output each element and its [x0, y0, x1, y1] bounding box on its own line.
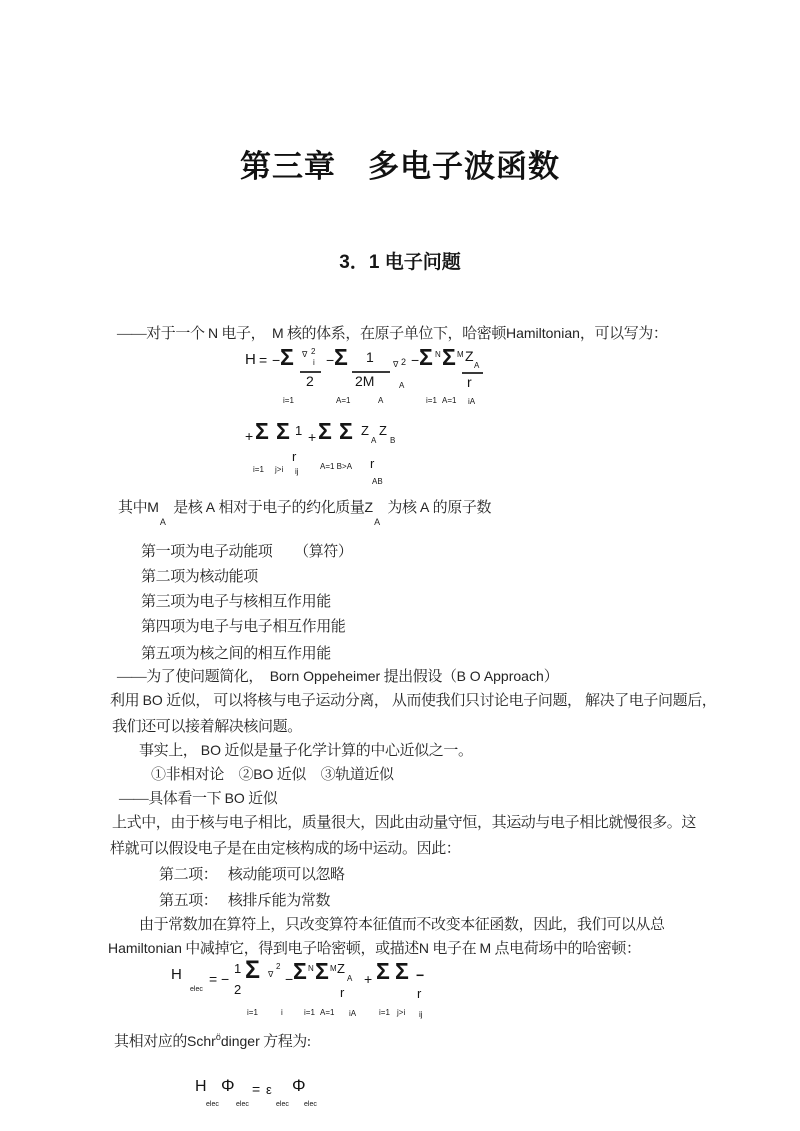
electronic-hamiltonian-token: N	[308, 964, 314, 973]
text-segment: 中减掉它，得到电子哈密顿，或描述	[181, 941, 419, 957]
electronic-hamiltonian-token: iA	[349, 1009, 357, 1018]
text-segment: 第四项为电子与电子相互作用能	[141, 619, 346, 635]
text-segment: 第五项： 核排斥能为常数	[159, 893, 331, 909]
text-segment: N	[418, 940, 430, 956]
schrodinger-equation-token: elec	[304, 1101, 317, 1108]
text-segment: 第五项为核之间的相互作用能	[141, 646, 331, 662]
text-segment: M	[271, 325, 284, 341]
hamiltonian-line1-token: N	[435, 350, 441, 359]
hamiltonian-line1-token: r	[467, 374, 472, 390]
text-segment: A	[374, 517, 381, 527]
text-segment: dinger	[220, 1033, 260, 1049]
text-segment: A	[205, 499, 216, 515]
text-segment: ）	[543, 669, 559, 685]
electronic-hamiltonian-token: +	[364, 971, 373, 987]
electronic-hamiltonian-token: A=1	[320, 1008, 335, 1017]
schrodinger-equation-token: elec	[276, 1101, 289, 1108]
schrodinger-equation-token: =	[252, 1081, 261, 1097]
text-segment: 上式中，由于核与电子相比，质量很大，因此由动量守恒，其运动与电子相比就慢很多。这	[112, 815, 697, 831]
schrodinger-equation-token: elec	[206, 1101, 219, 1108]
electronic-hamiltonian-token: −	[416, 967, 425, 983]
electronic-hamiltonian-token: Σ	[293, 958, 307, 984]
text-segment: Z	[364, 499, 374, 515]
text-segment: 第二项： 核动能项可以忽略	[159, 867, 345, 883]
hamiltonian-line1-token: H	[245, 351, 256, 368]
text-segment: 我们还可以接着解决核问题。	[112, 719, 302, 735]
paragraph-bo-detail	[119, 790, 277, 809]
text-segment: ö	[215, 1032, 221, 1042]
hamiltonian-line1-token: 1	[366, 349, 374, 365]
electronic-hamiltonian-token: Σ	[395, 958, 409, 984]
text-segment: 近似	[244, 791, 278, 807]
hamiltonian-line1-token: −	[272, 352, 281, 368]
hamiltonian-line1-token: A	[378, 396, 384, 405]
text-segment: Born Oppeheimer	[269, 668, 381, 684]
hamiltonian-line2-token: r	[292, 449, 297, 464]
hamiltonian-line1-token: ∇	[393, 360, 399, 369]
hamiltonian-line1-token: Σ	[419, 344, 433, 370]
electronic-hamiltonian-token: 2	[234, 982, 242, 997]
text-segment: 由于常数加在算符上，只改变算符本征值而不改变本征函数，因此，我们可以从总	[139, 917, 665, 933]
paragraph-constant-1	[139, 916, 665, 935]
electronic-hamiltonian-token: i=1	[304, 1008, 315, 1017]
hamiltonian-line1-token: Σ	[334, 344, 348, 370]
text-segment: ①非相对论 ②	[151, 767, 254, 783]
hamiltonian-line1-token: 2	[306, 373, 314, 389]
hamiltonian-line1-token: Z	[465, 348, 474, 364]
electronic-hamiltonian-token: A	[347, 974, 353, 983]
hamiltonian-line2-token: j>i	[275, 465, 284, 474]
text-segment: 相对于电子的约化质量	[215, 500, 365, 516]
electronic-hamiltonian-token: Σ	[376, 958, 390, 984]
hamiltonian-line2-token: Σ	[318, 418, 332, 444]
text-segment: Schr	[187, 1033, 216, 1049]
hamiltonian-line2-token: 1	[295, 423, 303, 438]
paragraph-symbol-notes	[118, 499, 492, 527]
hamiltonian-line1-token: A=1	[442, 396, 457, 405]
text-segment: 近似 ③轨道近似	[273, 767, 394, 783]
electronic-hamiltonian-token: i=1	[247, 1008, 258, 1017]
chapter-title: 第三章 多电子波函数	[240, 149, 560, 184]
hamiltonian-line1-token: i=1	[426, 396, 437, 405]
electronic-hamiltonian-token: ∇	[268, 970, 274, 979]
hamiltonian-line1-token: ∇	[302, 350, 308, 359]
electronic-hamiltonian-token: Σ	[245, 956, 261, 984]
text-segment: 利用	[110, 693, 143, 709]
hamiltonian-line1-token: Σ	[442, 344, 456, 370]
paragraph-mass-1	[112, 814, 696, 833]
paragraph-intro	[117, 325, 668, 344]
list-approximations	[151, 766, 394, 785]
hamiltonian-line2-token: r	[370, 456, 375, 471]
text-segment: BO	[200, 742, 221, 758]
hamiltonian-line2-token: B	[390, 436, 396, 445]
hamiltonian-line2-token: Σ	[339, 418, 353, 444]
electronic-hamiltonian-token: M	[330, 964, 337, 973]
list-item-term5	[141, 645, 331, 664]
text-segment: 提出假设（	[380, 669, 457, 685]
paragraph-mass-2	[110, 840, 460, 859]
text-segment: 第二项为核动能项	[141, 569, 258, 585]
paragraph-bo-central	[139, 742, 473, 761]
list-item-constant	[159, 892, 330, 911]
hamiltonian-line1-fraction-bar	[352, 371, 390, 373]
text-segment: ，可以写为：	[579, 326, 668, 342]
text-segment: 近似是量子化学计算的中心近似之一。	[221, 743, 473, 759]
text-segment: 核的体系，在原子单位下，哈密顿	[283, 326, 506, 342]
hamiltonian-line2-token: Z	[361, 423, 369, 438]
electronic-hamiltonian-token: j>i	[397, 1008, 406, 1017]
text-segment: ——具体看一下	[119, 791, 225, 807]
text-segment: Hamiltonian	[108, 940, 182, 956]
hamiltonian-line1-token: A=1	[336, 396, 351, 405]
hamiltonian-line2-token: +	[308, 429, 317, 445]
paragraph-schrodinger	[114, 1032, 311, 1052]
schrodinger-equation-token: ε	[266, 1082, 272, 1097]
text-segment: 电子，	[218, 326, 272, 342]
text-segment: Hamiltonian	[505, 325, 580, 341]
text-segment: A	[159, 517, 166, 527]
text-segment: 点电荷场中的哈密顿：	[491, 941, 641, 957]
hamiltonian-line2-token: AB	[372, 477, 383, 486]
hamiltonian-line1-token: i	[313, 358, 315, 367]
list-item-term3	[141, 593, 331, 612]
hamiltonian-line1-token: −	[326, 352, 335, 368]
text-segment: 事实上，	[139, 743, 201, 759]
text-segment: BO	[224, 790, 245, 806]
schrodinger-equation-token: Φ	[292, 1076, 306, 1095]
hamiltonian-line1-token: i=1	[283, 396, 294, 405]
hamiltonian-line2-token: i=1	[253, 465, 264, 474]
electronic-hamiltonian-token: r	[340, 985, 345, 1000]
text-segment: 其中	[118, 500, 148, 516]
electronic-hamiltonian-token: i	[281, 1008, 283, 1017]
hamiltonian-line1-fraction-bar	[462, 372, 483, 374]
paragraph-bo-use-1	[110, 692, 716, 711]
hamiltonian-line1-token: =	[259, 352, 268, 368]
hamiltonian-line1-token: Σ	[280, 344, 294, 370]
list-item-term1	[141, 543, 353, 562]
electronic-hamiltonian-token: ij	[419, 1010, 423, 1019]
text-segment: 的原子数	[429, 500, 492, 516]
list-item-term4	[141, 618, 345, 637]
paragraph-bo-use-2	[112, 718, 302, 737]
hamiltonian-line1-token: A	[399, 381, 405, 390]
hamiltonian-line2-token: A=1 B>A	[320, 462, 353, 471]
text-segment: BO	[253, 766, 274, 782]
electronic-hamiltonian-token: elec	[190, 986, 203, 993]
electronic-hamiltonian-token: r	[417, 986, 422, 1001]
hamiltonian-line2-token: Z	[379, 423, 387, 438]
text-segment: 第三项为电子与核相互作用能	[141, 594, 331, 610]
electronic-hamiltonian-token: H	[171, 966, 182, 983]
text-segment: ——对于一个	[117, 326, 208, 342]
electronic-hamiltonian-token: −	[221, 971, 230, 987]
hamiltonian-line1-token: A	[474, 361, 480, 370]
hamiltonian-line1-token: −	[411, 352, 420, 368]
text-segment: A	[419, 499, 430, 515]
text-segment: B O Approach	[456, 668, 544, 684]
text-segment: 方程为:	[259, 1034, 311, 1050]
text-segment: M	[147, 499, 159, 515]
hamiltonian-line1-token: M	[457, 350, 464, 359]
text-segment: M	[479, 940, 492, 956]
hamiltonian-line1-token: 2M	[355, 373, 375, 389]
section-heading: 3．1 电子问题	[339, 252, 461, 273]
paragraph-bo-intro	[117, 668, 558, 687]
electronic-hamiltonian-token: −	[285, 971, 294, 987]
hamiltonian-line1-fraction-bar	[300, 371, 321, 373]
list-item-neglect	[159, 866, 345, 885]
schrodinger-equation-token: Φ	[221, 1076, 235, 1095]
text-segment: 第一项为电子动能项 （算符）	[141, 544, 353, 560]
electronic-hamiltonian-token: i=1	[379, 1008, 390, 1017]
text-segment: 是核	[169, 500, 206, 516]
schrodinger-equation-token: elec	[236, 1101, 249, 1108]
hamiltonian-line2-token: A	[371, 436, 377, 445]
electronic-hamiltonian-token: 1	[234, 961, 242, 976]
electronic-hamiltonian-token: Z	[337, 961, 345, 976]
hamiltonian-line1-token: iA	[468, 397, 476, 406]
schrodinger-equation-token: H	[195, 1078, 207, 1095]
text-segment: N	[207, 325, 219, 341]
electronic-hamiltonian-token: 2	[276, 962, 281, 971]
list-item-term2	[141, 568, 258, 587]
hamiltonian-line1-token: 2	[401, 357, 407, 367]
hamiltonian-line2-token: Σ	[276, 418, 290, 444]
text-segment: BO	[142, 692, 163, 708]
paragraph-constant-2	[108, 940, 641, 959]
hamiltonian-line1-token: 2	[311, 347, 316, 356]
hamiltonian-line2-token: ij	[295, 467, 299, 476]
text-segment: 其相对应的	[114, 1034, 188, 1050]
hamiltonian-line2-token: +	[245, 428, 254, 444]
hamiltonian-line2-token: Σ	[255, 418, 269, 444]
text-segment: ——为了使问题简化，	[117, 669, 270, 685]
text-segment: 电子在	[429, 941, 480, 957]
electronic-hamiltonian-token: =	[209, 971, 218, 987]
text-segment: 样就可以假设电子是在由定核构成的场中运动。因此：	[110, 841, 461, 857]
text-segment: 近似， 可以将核与电子运动分离， 从而使我们只讨论电子问题， 解决了电子问题后，	[162, 693, 717, 709]
electronic-hamiltonian-token: Σ	[315, 958, 329, 984]
text-segment: 为核	[384, 500, 420, 516]
